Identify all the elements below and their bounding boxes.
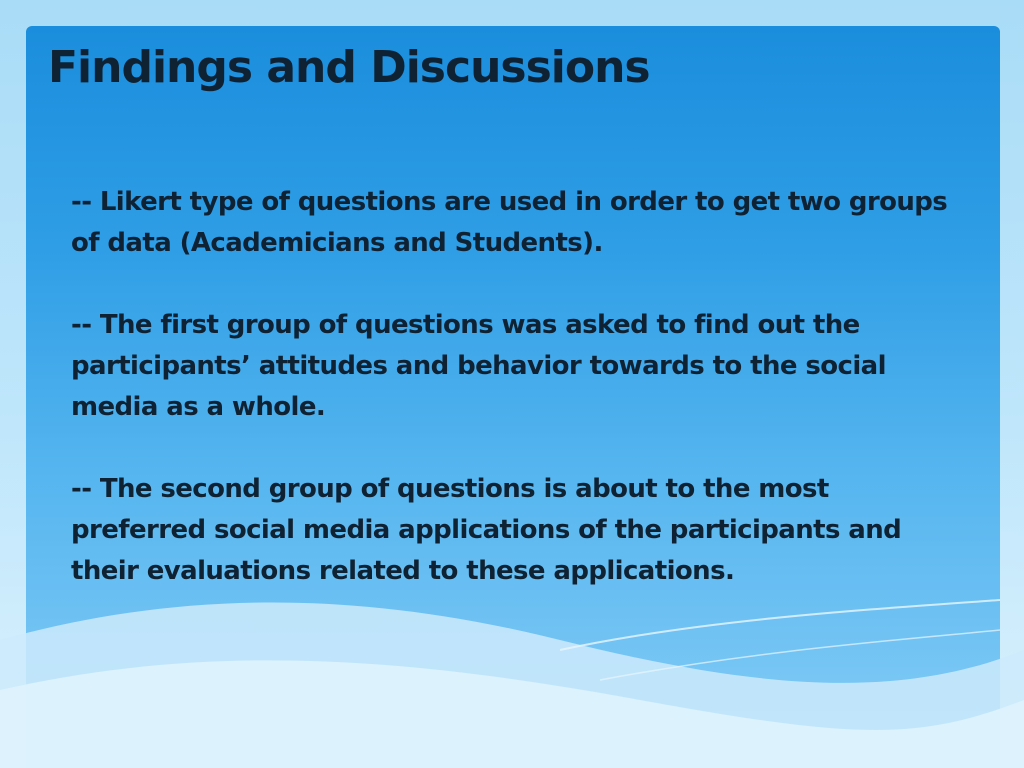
slide-body xyxy=(71,182,971,633)
bullet-paragraph: -- The second group of questions is about to the most preferred social media applications of the participants and their evaluations related to these applications. xyxy=(71,474,902,586)
bullet-paragraph: -- The first group of questions was asked to find out the participants’ attitudes and behavior towards to the social media as a whole. xyxy=(71,310,886,422)
bullet-paragraph: -- Likert type of questions are used in order to get two groups of data (Academicians and Students). xyxy=(71,187,948,258)
slide-title: Findings and Discussions xyxy=(48,42,650,93)
